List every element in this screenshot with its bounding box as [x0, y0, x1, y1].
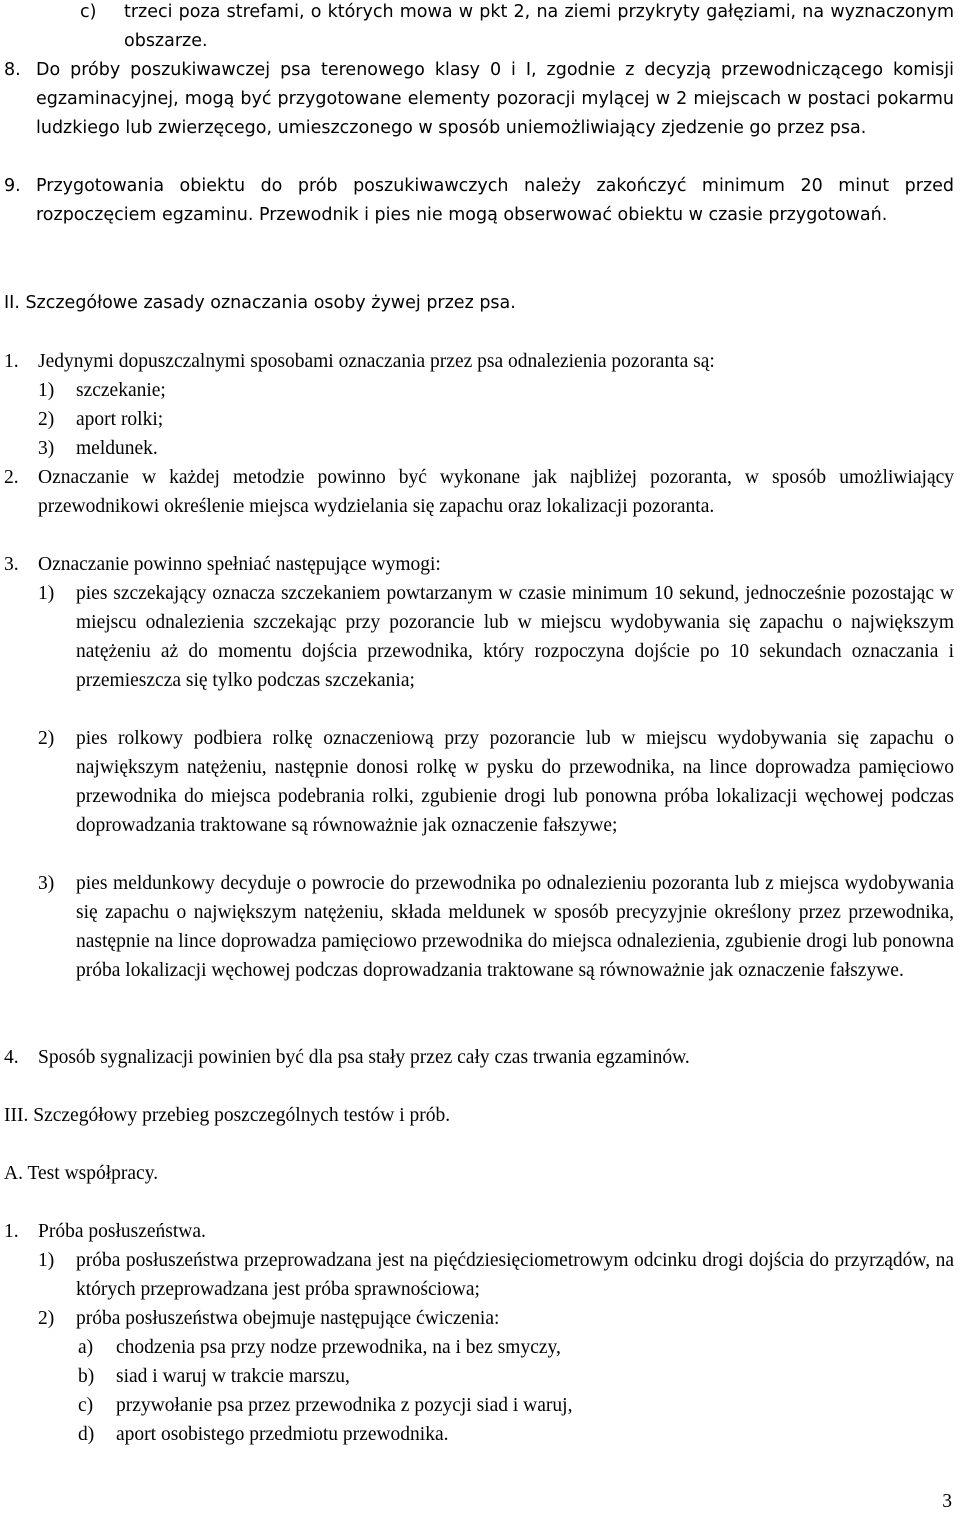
subitem-iii-1-1: [0, 1246, 960, 1304]
subitem-text: pies rolkowy podbiera rolkę oznaczeniową przy pozorancie lub w miejscu wydobywania się zapachu o największym natężeniu, następnie donosi rolkę w pysku do przewodnika, na lince doprowadza pamięciowo przewodnika do miejsca podebrania rolki, zgubienie drogi lub ponowna próba lokalizacji węchowej podczas doprowadzania traktowane są równoważnie jak oznaczenie fałszywe;: [76, 728, 954, 836]
exercise-text: siad i waruj w trakcie marszu,: [116, 1366, 350, 1387]
paragraph-text: Do próby poszukiwawczej psa terenowego klasy 0 i I, zgodnie z decyzją przewodniczącego komisji egzaminacyjnej, mogą być przygotowane elementy pozoracji mylącej w 2 miejscach w postaci pokarmu ludzkiego lub zwierzęcego, umieszczonego w sposób uniemożliwiający zjedzenie go przez psa.: [36, 60, 954, 138]
subitem-ii-1-1: [0, 376, 960, 405]
exercise-d: [0, 1420, 960, 1449]
exercise-c: [0, 1391, 960, 1420]
subitem-label: 3): [38, 438, 55, 459]
subitem-text: próba posłuszeństwa obejmuje następujące ćwiczenia:: [76, 1308, 500, 1329]
paragraph-ii-2: [0, 463, 960, 521]
subitem-text: meldunek.: [76, 438, 158, 459]
paragraph-8: [0, 56, 960, 143]
section-heading: II. Szczegółowe zasady oznaczania osoby żywej przez psa.: [4, 293, 516, 313]
paragraph-ii-4: [0, 1043, 960, 1072]
paragraph-text: Sposób sygnalizacji powinien być dla psa stały przez cały czas trwania egzaminów.: [38, 1047, 690, 1068]
list-item-c: [0, 0, 960, 56]
list-text: trzeci poza strefami, o których mowa w pkt 2, na ziemi przykryty gałęziami, na wyznaczonym obszarze.: [124, 2, 954, 51]
subitem-label: 1): [38, 583, 55, 604]
subitem-ii-1-2: [0, 405, 960, 434]
paragraph-number: 1.: [4, 1221, 19, 1242]
subitem-ii-1-3: [0, 434, 960, 463]
subitem-text: pies meldunkowy decyduje o powrocie do przewodnika po odnalezieniu pozoranta lub z miejsca wydobywania się zapachu o największym natężeniu, składa meldunek w sposób precyzyjnie określony przez przewodnika, następnie na lince doprowadza pamięciowo przewodnika do miejsca odnalezienia, zgubienie drogi lub ponowna próba lokalizacji węchowej podczas doprowadzania traktowane są równoważnie jak oznaczenie fałszywe.: [76, 873, 954, 981]
exercise-text: chodzenia psa przy nodze przewodnika, na i bez smyczy,: [116, 1337, 561, 1358]
paragraph-text: Oznaczanie w każdej metodzie powinno być wykonane jak najbliżej pozoranta, w sposób umożliwiający przewodnikowi określenie miejsca wydzielania się zapachu oraz lokalizacji pozoranta.: [38, 467, 954, 517]
paragraph-number: 1.: [4, 351, 19, 372]
subsection-heading: A. Test współpracy.: [4, 1163, 159, 1184]
paragraph-ii-3: [0, 550, 960, 579]
subitem-iii-1-2: [0, 1304, 960, 1333]
subitem-text: aport rolki;: [76, 409, 164, 430]
exercise-a: [0, 1333, 960, 1362]
exercise-text: aport osobistego przedmiotu przewodnika.: [116, 1424, 449, 1445]
paragraph-number: 8.: [4, 60, 21, 80]
exercise-label: a): [78, 1337, 94, 1358]
paragraph-9: [0, 172, 960, 230]
subitem-ii-3-1: [0, 579, 960, 695]
subitem-text: szczekanie;: [76, 380, 166, 401]
subitem-text: pies szczekający oznacza szczekaniem powtarzanym w czasie minimum 10 sekund, jednocześnie pozostając w miejscu odnalezienia szczekając przy pozorancie lub w miejscu wydobywania się zapachu o największym natężeniu aż do momentu dojścia przewodnika, który rozpoczyna dojście po 10 sekundach oznaczania i przemieszcza się tylko podczas szczekania;: [76, 583, 954, 691]
subitem-ii-3-2: [0, 724, 960, 840]
paragraph-text: Próba posłuszeństwa.: [38, 1221, 206, 1242]
exercise-text: przywołanie psa przez przewodnika z pozycji siad i waruj,: [116, 1395, 573, 1416]
paragraph-number: 4.: [4, 1047, 19, 1068]
paragraph-text: Przygotowania obiektu do prób poszukiwawczych należy zakończyć minimum 20 minut przed rozpoczęciem egzaminu. Przewodnik i pies nie mogą obserwować obiektu w czasie przygotowań.: [36, 176, 954, 225]
paragraph-ii-1: [0, 347, 960, 376]
page-number: 3: [942, 1491, 952, 1512]
section-heading: III. Szczegółowy przebieg poszczególnych testów i prób.: [4, 1105, 451, 1126]
paragraph-number: 3.: [4, 554, 19, 575]
list-label: c): [80, 2, 97, 22]
paragraph-number: 2.: [4, 467, 19, 488]
exercise-label: c): [78, 1395, 94, 1416]
subitem-label: 2): [38, 728, 55, 749]
exercise-label: d): [78, 1424, 95, 1445]
exercise-b: [0, 1362, 960, 1391]
subitem-label: 1): [38, 1250, 55, 1271]
subitem-text: próba posłuszeństwa przeprowadzana jest na pięćdziesięciometrowym odcinku drogi dojścia do przyrządów, na których przeprowadzana jest próba sprawnościowa;: [76, 1250, 954, 1300]
exercise-label: b): [78, 1366, 95, 1387]
paragraph-number: 9.: [4, 176, 21, 196]
subitem-label: 2): [38, 409, 55, 430]
paragraph-text: Jedynymi dopuszczalnymi sposobami oznaczania przez psa odnalezienia pozoranta są:: [38, 351, 715, 372]
subitem-label: 2): [38, 1308, 55, 1329]
subitem-label: 1): [38, 380, 55, 401]
paragraph-text: Oznaczanie powinno spełniać następujące wymogi:: [38, 554, 441, 575]
paragraph-iii-1: [0, 1217, 960, 1246]
subitem-label: 3): [38, 873, 55, 894]
subitem-ii-3-3: [0, 869, 960, 985]
